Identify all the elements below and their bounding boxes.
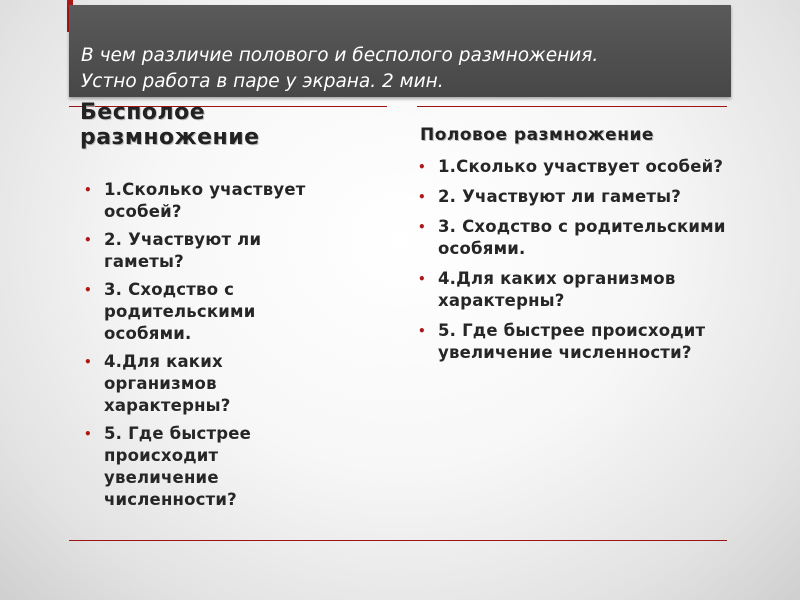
bullet-icon: • xyxy=(84,355,92,369)
bullet-icon: • xyxy=(418,324,426,338)
asexual-question-list xyxy=(84,179,334,517)
asexual-heading xyxy=(80,100,330,150)
bullet-icon: • xyxy=(418,190,426,204)
list-item-text: 1.Сколько участвует особей? xyxy=(438,157,724,176)
list-item xyxy=(84,423,334,511)
bullet-icon: • xyxy=(418,220,426,234)
list-item xyxy=(418,320,738,364)
list-item xyxy=(418,186,738,208)
list-item-text: 5. Где быстрее происходит увеличение численности? xyxy=(104,424,252,509)
list-item xyxy=(84,179,334,223)
divider-top-right xyxy=(417,106,727,107)
bullet-icon: • xyxy=(84,183,92,197)
list-item-text: 4.Для каких организмов характерны? xyxy=(438,269,676,310)
bullet-icon: • xyxy=(84,427,92,441)
divider-bottom xyxy=(69,540,727,541)
list-item xyxy=(418,268,738,312)
asexual-heading-line-2: размножение xyxy=(80,125,260,150)
bullet-icon: • xyxy=(418,160,426,174)
sexual-question-list xyxy=(418,156,738,372)
title-line-2: Устно работа в паре у экрана. 2 мин. xyxy=(81,71,444,92)
sexual-heading: Половое размножение xyxy=(420,125,654,145)
bullet-icon: • xyxy=(84,283,92,297)
list-item xyxy=(418,216,738,260)
list-item-text: 2. Участвуют ли гаметы? xyxy=(104,230,262,271)
bullet-icon: • xyxy=(84,233,92,247)
list-item xyxy=(84,279,334,345)
list-item-text: 3. Сходство с родительскими особями. xyxy=(104,280,256,343)
list-item-text: 5. Где быстрее происходит увеличение численности? xyxy=(438,321,706,362)
list-item-text: 2. Участвуют ли гаметы? xyxy=(438,187,682,206)
list-item-text: 3. Сходство с родительскими особями. xyxy=(438,217,726,258)
list-item xyxy=(84,229,334,273)
list-item-text: 4.Для каких организмов характерны? xyxy=(104,352,231,415)
list-item xyxy=(418,156,738,178)
title-line-1: В чем различие полового и бесполого размножения. xyxy=(81,45,599,66)
asexual-heading-line-1: Бесполое xyxy=(80,100,206,125)
title-box xyxy=(69,5,731,97)
bullet-icon: • xyxy=(418,272,426,286)
list-item-text: 1.Сколько участвует особей? xyxy=(104,180,306,221)
list-item xyxy=(84,351,334,417)
